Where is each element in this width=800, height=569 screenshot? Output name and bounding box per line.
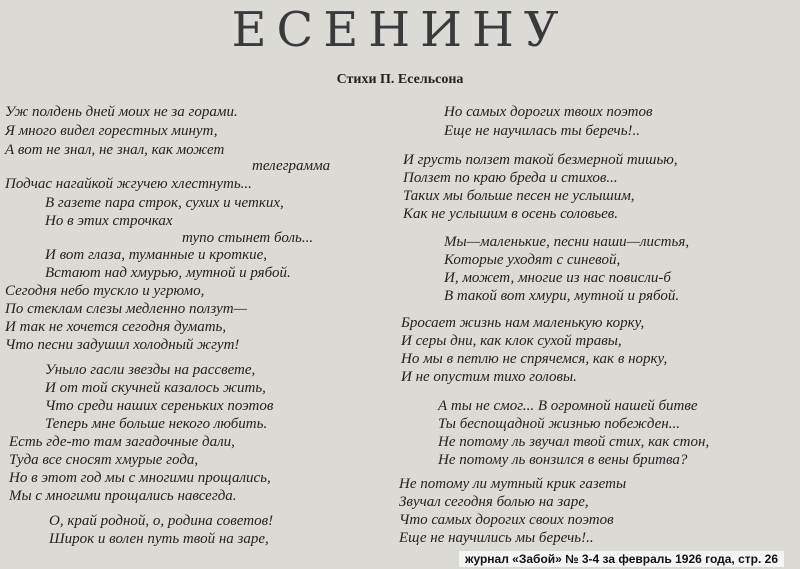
left-line-20: Туда все сносят хмурые года, xyxy=(9,452,199,468)
right-line-7: Мы—маленькие, песни наши—листья, xyxy=(444,234,690,250)
left-line-11: Сегодня небо тускло и угрюмо, xyxy=(5,283,205,299)
left-line-3: А вот не знал, не знал, как может xyxy=(5,142,225,158)
left-line-8: тупо стынет боль... xyxy=(182,230,314,246)
left-line-24: Широк и волен путь твой на заре, xyxy=(49,531,269,547)
right-line-9: И, может, многие из нас повисли-б xyxy=(444,270,671,286)
left-line-5: Подчас нагайкой жгучею хлестнуть... xyxy=(5,176,252,192)
source-caption: журнал «Забой» № 3-4 за февраль 1926 года, стр. 26 xyxy=(459,551,784,567)
left-line-13: И так не хочется сегодня думать, xyxy=(5,319,227,335)
left-line-17: Что среди наших сереньких поэтов xyxy=(45,398,274,414)
left-line-2: Я много видел горестных минут, xyxy=(5,123,218,139)
left-line-18: Теперь мне больше некого любить. xyxy=(45,416,268,432)
right-line-8: Которые уходят с синевой, xyxy=(444,252,621,268)
right-line-14: И не опустим тихо головы. xyxy=(401,369,577,385)
right-line-13: Но мы в петлю не спрячемся, как в норку, xyxy=(401,351,668,367)
left-line-15: Уныло гасли звезды на рассвете, xyxy=(45,362,256,378)
right-line-5: Таких мы больше песен не услышим, xyxy=(403,188,635,204)
right-line-10: В такой вот хмури, мутной и рябой. xyxy=(444,288,680,304)
right-line-21: Что самых дорогих своих поэтов xyxy=(399,512,614,528)
right-line-17: Не потому ль звучал твой стих, как стон, xyxy=(438,434,710,450)
left-line-12: По стеклам слезы медленно ползут— xyxy=(5,301,247,317)
right-line-15: А ты не смог... В огромной нашей битве xyxy=(438,398,698,414)
right-line-19: Не потому ли мутный крик газеты xyxy=(399,476,627,492)
right-line-20: Звучал сегодня болью на заре, xyxy=(399,494,589,510)
left-line-1: Уж полдень дней моих не за горами. xyxy=(5,104,238,120)
right-line-1: Но самых дорогих твоих поэтов xyxy=(444,104,653,120)
right-line-11: Бросает жизнь нам маленькую корку, xyxy=(401,315,645,331)
left-line-23: О, край родной, о, родина советов! xyxy=(49,513,274,529)
right-line-3: И грусть ползет такой безмерной тишью, xyxy=(403,152,678,168)
left-line-21: Но в этот год мы с многими прощались, xyxy=(9,470,271,486)
left-line-16: И от той скучней казалось жить, xyxy=(45,380,266,396)
right-line-6: Как не услышим в осень соловьев. xyxy=(403,206,619,222)
left-line-10: Встают над хмурью, мутной и рябой. xyxy=(45,265,291,281)
left-line-6: В газете пара строк, сухих и четких, xyxy=(45,195,284,211)
left-line-7: Но в этих строчках xyxy=(45,213,173,229)
left-line-19: Есть где-то там загадочные дали, xyxy=(9,434,235,450)
right-line-22: Еще не научились мы беречь!.. xyxy=(399,530,594,546)
left-line-4: телеграмма xyxy=(252,158,331,174)
right-line-18: Не потому ль вонзился в вены бритва? xyxy=(438,452,688,468)
left-line-22: Мы с многими прощались навсегда. xyxy=(9,488,237,504)
poem-subtitle: Стихи П. Есельсона xyxy=(336,72,464,87)
poem-title: ЕСЕНИНУ xyxy=(231,2,569,58)
right-line-12: И серы дни, как клок сухой травы, xyxy=(401,333,622,349)
right-line-16: Ты беспощадной жизнью побежден... xyxy=(438,416,680,432)
right-line-4: Ползет по краю бреда и стихов... xyxy=(403,170,618,186)
right-line-2: Еще не научилась ты беречь!.. xyxy=(444,123,641,139)
left-line-9: И вот глаза, туманные и кроткие, xyxy=(45,247,267,263)
left-line-14: Что песни задушил холодный жгут! xyxy=(5,337,240,353)
